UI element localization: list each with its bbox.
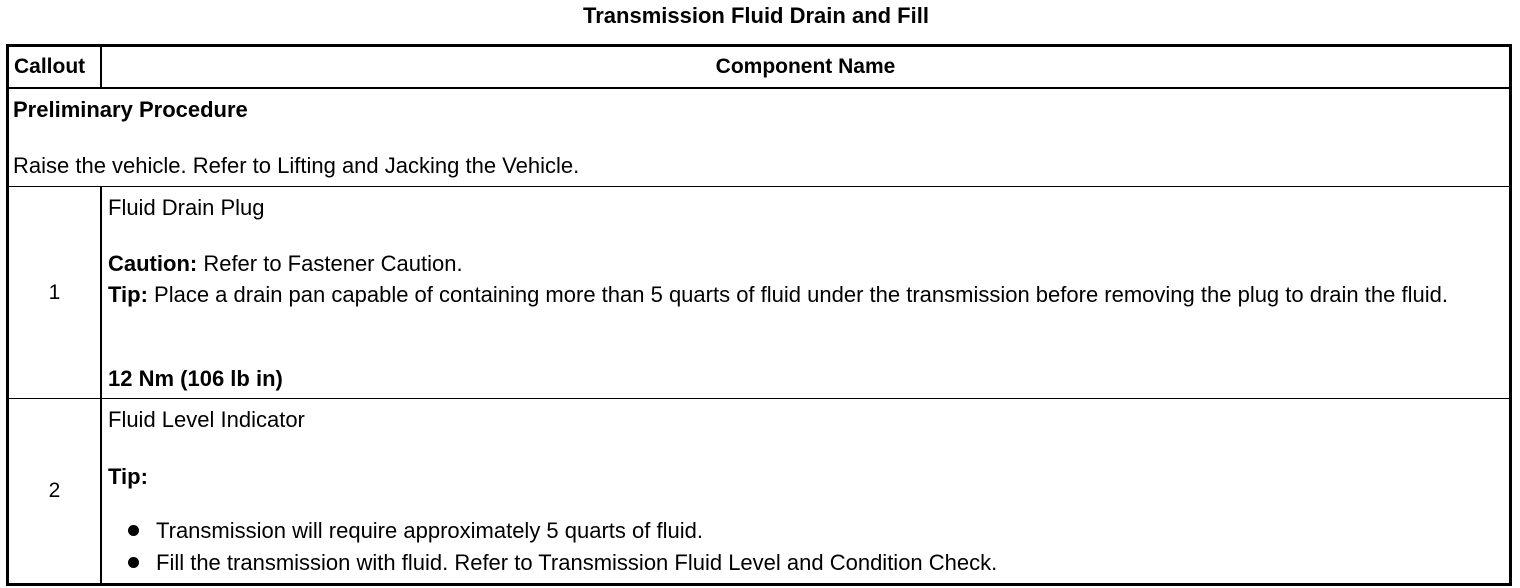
procedure-table xyxy=(6,44,1512,586)
callout-number: 2 xyxy=(9,399,102,583)
page-title: Transmission Fluid Drain and Fill xyxy=(583,3,929,28)
bullet-icon xyxy=(128,557,139,568)
caution-label: Caution: xyxy=(108,251,198,276)
tip-label: Tip: xyxy=(108,282,148,307)
component-name: Fluid Drain Plug xyxy=(108,195,265,220)
table-row xyxy=(9,399,1509,583)
preliminary-procedure-row xyxy=(9,89,1509,187)
table-header-row xyxy=(9,47,1509,89)
caution-note xyxy=(108,248,1479,279)
component-cell xyxy=(102,187,1509,398)
preliminary-procedure-cell xyxy=(9,89,1509,186)
tip-label: Tip: xyxy=(108,464,148,489)
callout-number: 1 xyxy=(9,187,102,398)
component-name: Fluid Level Indicator xyxy=(108,407,305,432)
component-cell xyxy=(102,399,1509,583)
callout-column-header: Callout xyxy=(9,47,102,87)
bullet-text: Fill the transmission with fluid. Refer to Transmission Fluid Level and Condition Check. xyxy=(156,550,998,575)
torque-spec: 12 Nm (106 lb in) xyxy=(108,366,283,391)
preliminary-procedure-title: Preliminary Procedure xyxy=(13,97,248,122)
tip-note xyxy=(108,279,1479,310)
bullet-item xyxy=(128,515,1479,546)
caution-text: Refer to Fastener Caution. xyxy=(197,251,463,276)
bullet-item xyxy=(128,547,1479,578)
bullet-icon xyxy=(128,525,139,536)
bullet-text: Transmission will require approximately 5 quarts of fluid. xyxy=(156,518,703,543)
tip-text: Place a drain pan capable of containing more than 5 quarts of fluid under the transmission before removing the plug to drain the fluid. xyxy=(147,282,1448,307)
component-name-column-header: Component Name xyxy=(715,55,896,78)
table-row xyxy=(9,187,1509,399)
preliminary-procedure-text: Raise the vehicle. Refer to Lifting and Jacking the Vehicle. xyxy=(13,153,580,178)
